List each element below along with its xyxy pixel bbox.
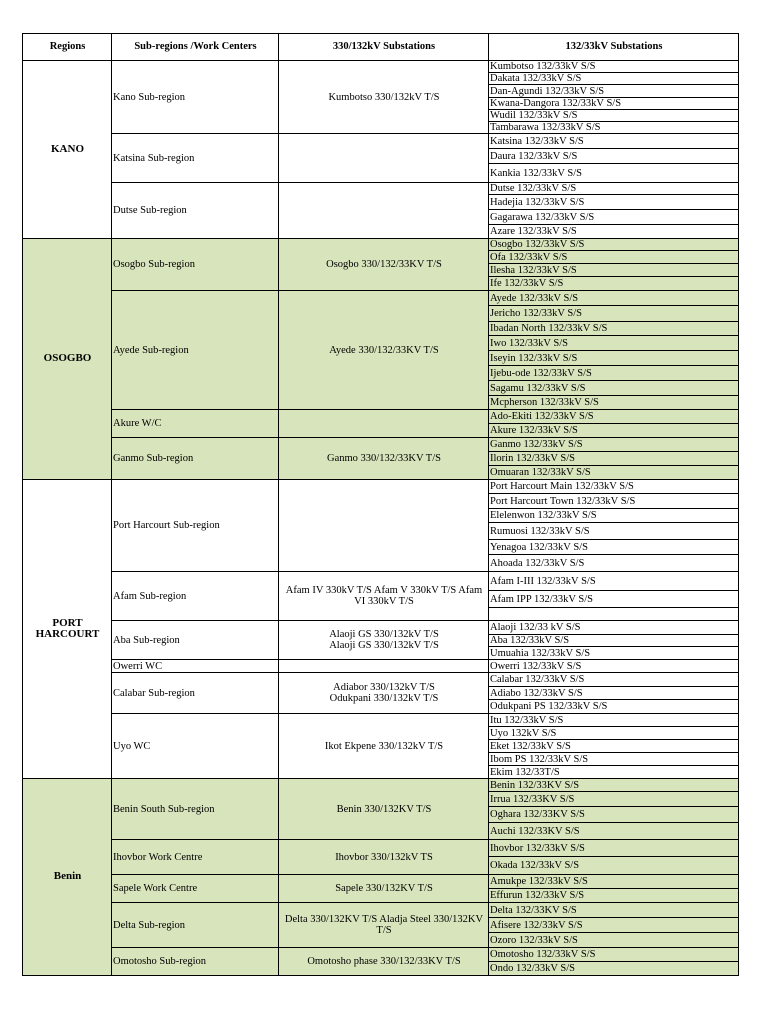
transmission-station-cell <box>279 410 489 438</box>
table-row <box>23 903 739 918</box>
substation-name: Iseyin 132/33kV S/S <box>489 351 739 366</box>
table-row <box>23 572 739 591</box>
transmission-station-name: Omotosho phase 330/132/33KV T/S <box>307 956 461 968</box>
table-row <box>23 239 739 251</box>
table-row <box>23 621 739 635</box>
transmission-station-name: Benin 330/132KV T/S <box>336 803 432 815</box>
table-row <box>23 875 739 889</box>
subregion-name: Sapele Work Centre <box>112 875 279 903</box>
transmission-station-cell <box>279 875 489 903</box>
substation-name: Ado-Ekiti 132/33kV S/S <box>489 410 739 424</box>
substation-name: Ahoada 132/33kV S/S <box>489 555 739 572</box>
substation-name: Afam IPP 132/33kV S/S <box>489 591 739 608</box>
transmission-station-name: Afam IV 330kV T/S Afam V 330kV T/S Afam VI 330kV T/S <box>285 585 483 608</box>
substation-name: Omotosho 132/33kV S/S <box>489 948 739 962</box>
table-row <box>23 480 739 494</box>
substation-name: Ofa 132/33kV S/S <box>489 251 739 264</box>
substation-name: Ayede 132/33kV S/S <box>489 291 739 306</box>
transmission-station-name: Ikot Ekpene 330/132kV T/S <box>324 740 444 752</box>
transmission-station-cell <box>279 714 489 779</box>
header-row <box>23 34 739 61</box>
transmission-station-cell <box>279 572 489 621</box>
transmission-station-name: Sapele 330/132KV T/S <box>335 883 433 895</box>
substation-name: Rumuosi 132/33kV S/S <box>489 523 739 540</box>
substation-name: Kwana-Dangora 132/33kV S/S <box>489 98 739 110</box>
transmission-station-cell <box>279 660 489 673</box>
substation-name: Katsina 132/33kV S/S <box>489 134 739 149</box>
substation-name: Ife 132/33kV S/S <box>489 277 739 291</box>
subregion-name: Afam Sub-region <box>112 572 279 621</box>
substation-name: Adiabo 132/33kV S/S <box>489 687 739 700</box>
substation-name: Amukpe 132/33kV S/S <box>489 875 739 889</box>
substation-name: Osogbo 132/33kV S/S <box>489 239 739 251</box>
transmission-station-name: Ganmo 330/132/33KV T/S <box>327 453 441 465</box>
subregion-name: Benin South Sub-region <box>112 779 279 840</box>
substation-name: Yenagoa 132/33kV S/S <box>489 540 739 555</box>
subregion-name: Omotosho Sub-region <box>112 948 279 976</box>
substation-name: Ilesha 132/33kV S/S <box>489 264 739 277</box>
table-row <box>23 673 739 687</box>
substation-name: Omuaran 132/33kV S/S <box>489 466 739 480</box>
substation-name: Tambarawa 132/33kV S/S <box>489 122 739 134</box>
table-row <box>23 948 739 962</box>
substation-name: Ozoro 132/33kV S/S <box>489 933 739 948</box>
subregion-name: Ihovbor Work Centre <box>112 840 279 875</box>
substation-name: Odukpani PS 132/33kV S/S <box>489 700 739 714</box>
table-body <box>23 61 739 976</box>
substation-name: Dan-Agundi 132/33kV S/S <box>489 85 739 98</box>
transmission-station-cell <box>279 134 489 183</box>
substation-name: Port Harcourt Main 132/33kV S/S <box>489 480 739 494</box>
transmission-station-cell <box>279 291 489 410</box>
substation-name: Hadejia 132/33kV S/S <box>489 195 739 210</box>
transmission-station-cell <box>279 948 489 976</box>
substation-name: Mcpherson 132/33kV S/S <box>489 396 739 410</box>
substation-name: Aba 132/33kV S/S <box>489 635 739 647</box>
substation-name: Kankia 132/33kV S/S <box>489 164 739 183</box>
subregion-name: Ganmo Sub-region <box>112 438 279 480</box>
substation-name: Effurun 132/33kV S/S <box>489 889 739 903</box>
substation-name: Jericho 132/33kV S/S <box>489 306 739 322</box>
substation-name: Dutse 132/33kV S/S <box>489 183 739 195</box>
substation-name: Ondo 132/33kV S/S <box>489 962 739 976</box>
transmission-station-name: Ihovbor 330/132kV TS <box>335 851 433 863</box>
subregion-name: Osogbo Sub-region <box>112 239 279 291</box>
subregion-name: Port Harcourt Sub-region <box>112 480 279 572</box>
substation-name <box>489 608 739 621</box>
transmission-station-cell <box>279 438 489 480</box>
region-name: PORT HARCOURT <box>23 480 112 779</box>
transmission-station-name: Kumbotso 330/132kV T/S <box>328 91 440 103</box>
table-row <box>23 660 739 673</box>
transmission-station-cell <box>279 673 489 714</box>
transmission-station-name: Alaoji GS 330/132kV T/S <box>329 640 439 652</box>
header-330-substations: 330/132kV Substations <box>279 34 489 61</box>
transmission-station-name: Ayede 330/132/33KV T/S <box>329 344 439 356</box>
transmission-station-name: Alaoji GS 330/132kV T/S <box>329 629 439 641</box>
substation-name: Gagarawa 132/33kV S/S <box>489 210 739 225</box>
transmission-station-cell <box>279 239 489 291</box>
substation-name: Wudil 132/33kV S/S <box>489 110 739 122</box>
substation-name: Itu 132/33kV S/S <box>489 714 739 727</box>
substation-name: Delta 132/33KV S/S <box>489 903 739 918</box>
subregion-name: Aba Sub-region <box>112 621 279 660</box>
substation-name: Dakata 132/33kV S/S <box>489 73 739 85</box>
substation-name: Owerri 132/33kV S/S <box>489 660 739 673</box>
substation-name: Okada 132/33kV S/S <box>489 857 739 875</box>
transmission-station-name: Osogbo 330/132/33KV T/S <box>326 259 442 271</box>
substation-name: Ihovbor 132/33kV S/S <box>489 840 739 857</box>
transmission-station-name: Delta 330/132KV T/S Aladja Steel 330/132KV T/S <box>284 914 484 937</box>
subregion-name: Ayede Sub-region <box>112 291 279 410</box>
transmission-station-name: Adiabor 330/132kV T/S <box>333 682 435 694</box>
substation-name: Ibadan North 132/33kV S/S <box>489 322 739 336</box>
transmission-station-cell <box>279 621 489 660</box>
substation-name: Daura 132/33kV S/S <box>489 149 739 164</box>
subregion-name: Delta Sub-region <box>112 903 279 948</box>
substation-name: Elelenwon 132/33kV S/S <box>489 509 739 523</box>
header-regions: Regions <box>23 34 112 61</box>
subregion-name: Kano Sub-region <box>112 61 279 134</box>
transmission-station-name: Odukpani 330/132kV T/S <box>329 693 439 705</box>
table-row <box>23 779 739 792</box>
substation-name: Iwo 132/33kV S/S <box>489 336 739 351</box>
table-row <box>23 183 739 195</box>
table-row <box>23 438 739 452</box>
header-subregions: Sub-regions /Work Centers <box>112 34 279 61</box>
substation-name: Eket 132/33kV S/S <box>489 740 739 753</box>
substation-name: Akure 132/33kV S/S <box>489 424 739 438</box>
subregion-name: Uyo WC <box>112 714 279 779</box>
substation-name: Auchi 132/33KV S/S <box>489 823 739 840</box>
substation-name: Ekim 132/33T/S <box>489 766 739 779</box>
transmission-station-cell <box>279 903 489 948</box>
substation-name: Sagamu 132/33kV S/S <box>489 381 739 396</box>
transmission-station-cell <box>279 480 489 572</box>
substation-name: Umuahia 132/33kV S/S <box>489 647 739 660</box>
substation-name: Port Harcourt Town 132/33kV S/S <box>489 494 739 509</box>
substation-name: Calabar 132/33kV S/S <box>489 673 739 687</box>
substation-name: Alaoji 132/33 kV S/S <box>489 621 739 635</box>
substations-table <box>22 33 739 976</box>
table-row <box>23 61 739 73</box>
table-row <box>23 134 739 149</box>
substation-name: Afisere 132/33kV S/S <box>489 918 739 933</box>
table-row <box>23 291 739 306</box>
region-name: Benin <box>23 779 112 976</box>
subregion-name: Dutse Sub-region <box>112 183 279 239</box>
substation-name: Kumbotso 132/33kV S/S <box>489 61 739 73</box>
transmission-station-cell <box>279 183 489 239</box>
substation-name: Benin 132/33KV S/S <box>489 779 739 792</box>
substation-name: Oghara 132/33KV S/S <box>489 807 739 823</box>
table-row <box>23 410 739 424</box>
table-row <box>23 840 739 857</box>
subregion-name: Katsina Sub-region <box>112 134 279 183</box>
transmission-station-cell <box>279 61 489 134</box>
header-132-substations: 132/33kV Substations <box>489 34 739 61</box>
region-name: KANO <box>23 61 112 239</box>
substation-name: Ibom PS 132/33kV S/S <box>489 753 739 766</box>
subregion-name: Calabar Sub-region <box>112 673 279 714</box>
subregion-name: Akure W/C <box>112 410 279 438</box>
subregion-name: Owerri WC <box>112 660 279 673</box>
substation-name: Afam I-III 132/33kV S/S <box>489 572 739 591</box>
substation-name: Irrua 132/33KV S/S <box>489 792 739 807</box>
table-row <box>23 714 739 727</box>
substation-name: Uyo 132kV S/S <box>489 727 739 740</box>
substation-name: Ijebu-ode 132/33kV S/S <box>489 366 739 381</box>
region-name: OSOGBO <box>23 239 112 480</box>
substation-name: Ilorin 132/33kV S/S <box>489 452 739 466</box>
substation-name: Ganmo 132/33kV S/S <box>489 438 739 452</box>
transmission-station-cell <box>279 840 489 875</box>
substation-name: Azare 132/33kV S/S <box>489 225 739 239</box>
transmission-station-cell <box>279 779 489 840</box>
